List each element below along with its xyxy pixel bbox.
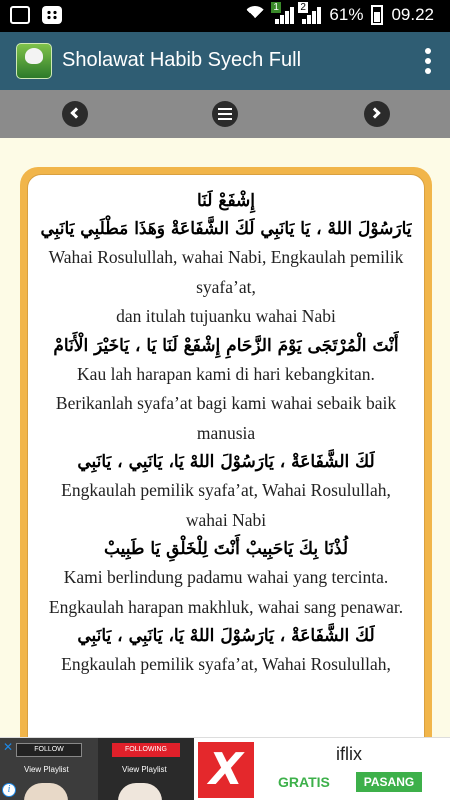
ad-photo — [118, 783, 162, 800]
view-playlist-link[interactable]: View Playlist — [122, 765, 167, 774]
previous-button[interactable] — [62, 101, 88, 127]
install-button[interactable]: PASANG — [356, 772, 422, 792]
ad-close-icon[interactable]: ✕ — [3, 740, 14, 754]
image-icon — [10, 6, 30, 24]
overflow-menu-icon[interactable] — [424, 48, 432, 76]
arabic-line: لَكَ الشَّفَاعَةْ ، يَارَسُوْلَ اللهْ يَا، يَانَبِي ، يَانَبِي — [77, 452, 375, 472]
list-button[interactable] — [212, 101, 238, 127]
ad-thumbnail[interactable] — [98, 738, 194, 800]
translation-line: Berikanlah syafa’at bagi kami wahai sebaik baik manusia — [55, 393, 397, 443]
clock: 09.22 — [391, 5, 434, 24]
ad-photo — [24, 783, 68, 800]
status-bar — [0, 0, 450, 32]
translation-line: Kami berlindung padamu wahai yang tercinta. — [63, 567, 389, 587]
arabic-line: يَارَسُوْلَ اللهْ ، يَا يَانَبِي لَكَ الشَّفَاعَةْ وَهَذَا مَطْلَبِي يَانَبِي — [40, 219, 412, 239]
translation-line: Kau lah harapan kami di hari kebangkitan. — [77, 363, 375, 384]
iflix-logo-letter: X — [209, 744, 243, 795]
translation-line: Engkaulah pemilik syafa’at, Wahai Rosulullah, wahai Nabi — [61, 480, 391, 530]
translation-line: Wahai Rosulullah, wahai Nabi, Engkaulah pemilik syafa’at, — [48, 247, 404, 297]
ad-info-icon[interactable]: i — [2, 783, 16, 797]
signal-2-icon — [300, 2, 321, 24]
lyrics-frame — [20, 167, 432, 787]
translation-line: dan itulah tujuanku wahai Nabi — [116, 306, 336, 326]
ad-brand-name: iflix — [336, 744, 362, 764]
chevron-left-icon — [70, 107, 81, 118]
translation-line: Engkaulah harapan makhluk, wahai sang penawar. — [48, 596, 404, 617]
arabic-line: لَكَ الشَّفَاعَةْ ، يَارَسُوْلَ اللهْ يَا، يَانَبِي ، يَانَبِي — [77, 626, 375, 646]
lyrics-card[interactable] — [27, 174, 425, 794]
battery-percent: 61% — [329, 5, 364, 24]
app-bar — [0, 32, 450, 90]
battery-icon — [371, 5, 383, 25]
ad-free-label: GRATIS — [278, 774, 330, 790]
app-logo-icon[interactable] — [16, 43, 52, 79]
follow-button[interactable]: FOLLOW — [16, 743, 82, 757]
translation-line: Engkaulah pemilik syafa’at, Wahai Rosulullah, — [61, 654, 391, 674]
following-button[interactable]: FOLLOWING — [112, 743, 180, 757]
sim2-badge: 2 — [300, 2, 306, 13]
sim1-badge: 1 — [273, 2, 279, 13]
signal-1-icon — [273, 2, 294, 24]
arabic-line: أَنْتَ الْمُرْتَجَى يَوْمَ الزَّحَامِ إِشْفَعْ لَنَا يَا ، يَاخَيْرَ الْأَنَامْ — [53, 335, 399, 356]
navigation-bar — [0, 90, 450, 138]
arabic-line: لُذْنَا بِكَ يَاحَبِيبْ أَنْتَ لِلْخَلْقِ يَا طَبِيبْ — [103, 539, 349, 559]
list-icon — [218, 108, 232, 120]
bbm-icon — [42, 6, 62, 24]
lyrics-title: إِشْفَعْ لَنَا — [196, 191, 256, 211]
next-button[interactable] — [364, 101, 390, 127]
app-title: Sholawat Habib Syech Full — [62, 49, 302, 71]
ad-banner[interactable] — [0, 737, 450, 800]
wifi-icon — [243, 6, 267, 24]
ad-thumbnail[interactable] — [0, 738, 98, 800]
view-playlist-link[interactable]: View Playlist — [24, 765, 69, 774]
chevron-right-icon — [369, 107, 380, 118]
iflix-logo-icon[interactable] — [198, 742, 254, 798]
